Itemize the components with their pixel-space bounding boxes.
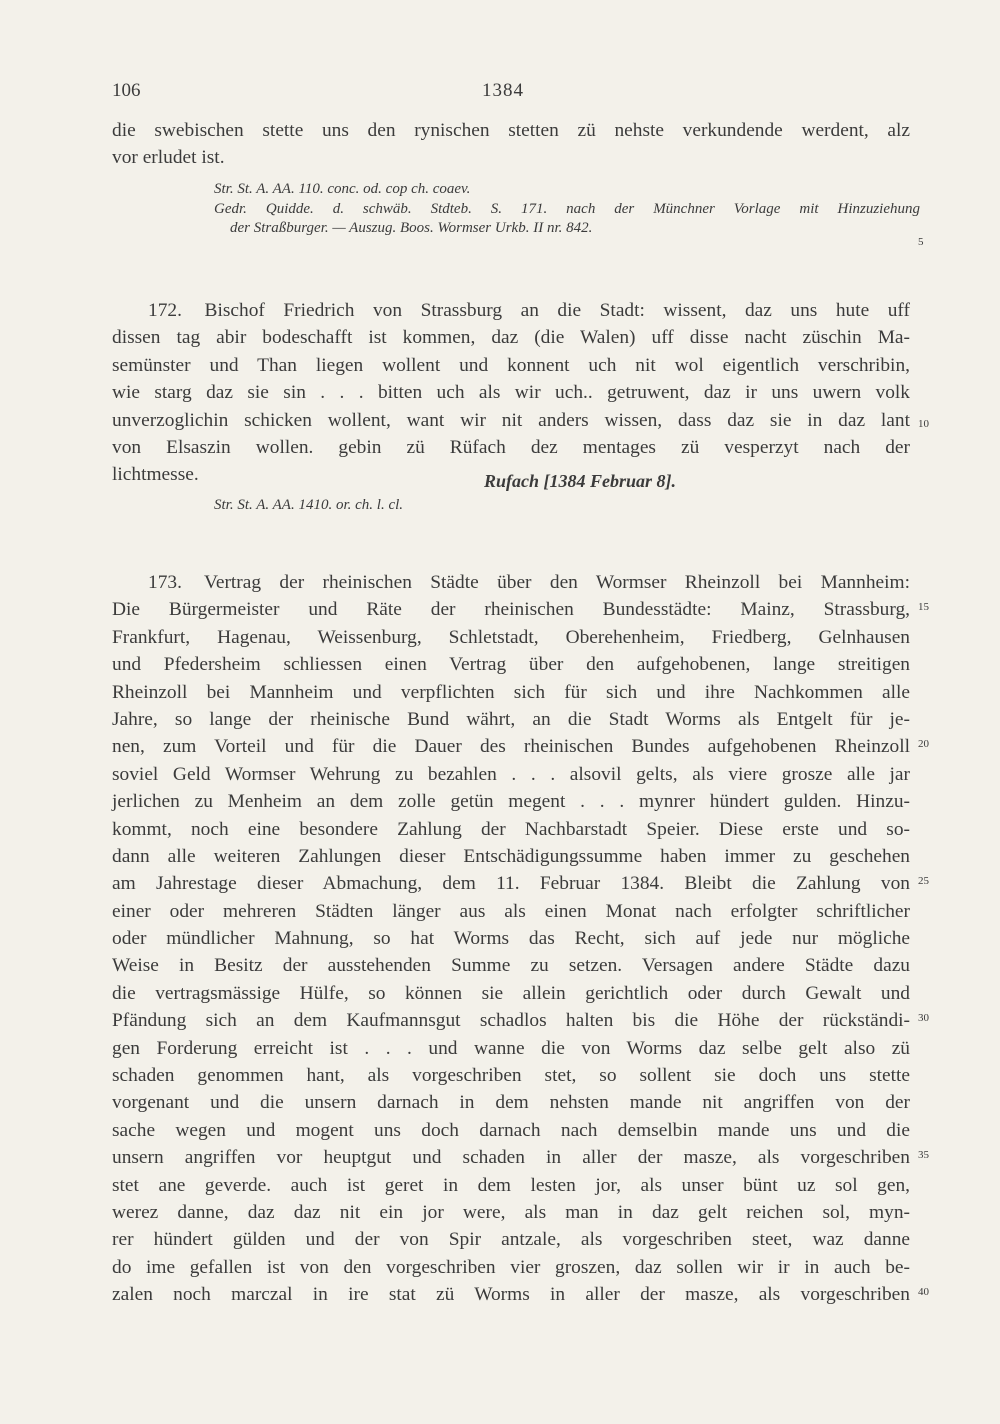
text-line: dissen tag abir bodeschafft ist kommen, daz (die Walen) uff disse nacht züschin Ma- [112,327,910,349]
text-line: lichtmesse. [112,464,199,486]
text-line: werez danne, daz daz nit ein jor were, als man in daz gelt reichen sol, myn- [112,1201,910,1223]
text-line [112,297,910,324]
text-line: Rheinzoll bei Mannheim und verpflichten sich für sich und ihre Nachkommen alle [112,681,910,703]
text-line: dann alle weiteren Zahlungen dieser Entschädigungssumme haben immer zu geschehen [112,845,910,867]
text-line: gen Forderung erreicht ist . . . und wanne die von Worms daz selbe gelt also zü [112,1037,910,1059]
intro-paragraph [112,117,910,172]
text-line-content: Bischof Friedrich von Strassburg an die Stadt: wissent, daz uns hute uff [204,300,910,321]
margin-line-number: 5 [918,236,924,248]
margin-line-number: 20 [918,738,929,750]
text-line: am Jahrestage dieser Abmachung, dem 11. Februar 1384. Bleibt die Zahlung von [112,873,910,895]
running-year: 1384 [482,80,524,101]
margin-line-number: 15 [918,601,929,613]
document-number: 173. [148,572,182,593]
document-172 [112,297,910,489]
margin-line-number: 10 [918,418,929,430]
source-line: der Straßburger. — Auszug. Boos. Wormser Urkb. II nr. 842. [230,220,593,236]
text-line: und Pfedersheim schliessen einen Vertrag über den aufgehobenen, lange streitigen [112,654,910,676]
text-line: einer oder mehreren Städten länger aus als einen Monat nach erfolgter schriftlicher [112,900,910,922]
margin-line-number: 40 [918,1286,929,1298]
document-173 [112,569,910,1309]
text-line: semünster und Than liegen wollent und konnent uch nit wol eigentlich verschribin, [112,354,910,376]
page-header [112,80,912,106]
text-line: do ime gefallen ist von den vorgeschriben vier groszen, daz sollen wir ir in auch be- [112,1256,910,1278]
margin-line-number: 25 [918,875,929,887]
source-line: Str. St. A. AA. 1410. or. ch. l. cl. [214,497,404,513]
text-line: nen, zum Vorteil und für die Dauer des rheinischen Bundes aufgehobenen Rheinzoll [112,736,910,758]
text-line [112,569,910,596]
text-line: die swebischen stette uns den rynischen stetten zü nehste verkundende werdent, alz [112,120,910,141]
text-line: soviel Geld Wormser Wehrung zu bezahlen . . . alsovil gelts, als viere grosze alle jar [112,763,910,785]
text-line: von Elsaszin wollen. gebin zü Rüfach dez mentages zü vesperzyt nach der [112,436,910,458]
text-line: Jahre, so lange der rheinische Bund währt, an die Stadt Worms als Entgelt für je- [112,708,910,730]
text-line: Pfändung sich an dem Kaufmannsgut schadlos halten bis die Höhe der rückständi- [112,1010,910,1032]
document-date: Rufach [1384 Februar 8]. [484,471,677,491]
text-line: sache wegen und mogent uns doch darnach nach demselbin mande uns und die [112,1119,910,1141]
text-line: vorgenant und die unsern darnach in dem nehsten mande nit angriffen von der [112,1092,910,1114]
margin-line-number: 30 [918,1012,929,1024]
text-line: zalen noch marczal in ire stat zü Worms in aller der masze, als vorgeschriben [112,1284,910,1306]
text-line: vor erludet ist. [112,147,225,169]
text-line: schaden genommen hant, als vorgeschriben stet, so sollent sie doch uns stette [112,1065,910,1087]
text-line-content: Vertrag der rheinischen Städte über den Wormser Rheinzoll bei Mannheim: [204,572,910,593]
text-line: unsern angriffen vor heuptgut und schaden in aller der masze, als vorgeschriben [112,1147,910,1169]
text-line: oder mündlicher Mahnung, so hat Worms das Recht, sich auf jede nur mögliche [112,928,910,950]
margin-line-number: 35 [918,1149,929,1161]
text-line: die vertragsmässige Hülfe, so können sie allein gerichtlich oder durch Gewalt und [112,982,910,1004]
source-line: Gedr. Quidde. d. schwäb. Stdteb. S. 171. nach der Münchner Vorlage mit Hinzuziehung [214,200,920,217]
text-line: Weise in Besitz der ausstehenden Summe zu setzen. Versagen andere Städte dazu [112,955,910,977]
text-line: Frankfurt, Hagenau, Weissenburg, Schletstadt, Oberehenheim, Friedberg, Gelnhausen [112,626,910,648]
text-line: Die Bürgermeister und Räte der rheinischen Bundesstädte: Mainz, Strassburg, [112,599,910,621]
source-note [214,180,920,239]
source-note [214,496,920,516]
source-line: Str. St. A. AA. 110. conc. od. cop ch. coaev. [214,181,471,197]
text-line: stet ane geverde. auch ist geret in dem lesten jor, als unser bünt uz sol gen, [112,1174,910,1196]
text-line: kommt, noch eine besondere Zahlung der Nachbarstadt Speier. Diese erste und so- [112,818,910,840]
page-number: 106 [112,80,141,101]
text-line: jerlichen zu Menheim an dem zolle getün megent . . . mynrer hündert gulden. Hinzu- [112,791,910,813]
text-line: unverzoglichin schicken wollent, want wir nit anders wissen, dass daz sie in daz lant [112,409,910,431]
document-number: 172. [148,300,182,321]
text-line: rer hündert gülden und der von Spir antzale, als vorgeschriben steet, waz danne [112,1229,910,1251]
text-line: wie starg daz sie sin . . . bitten uch als wir uch.. getruwent, daz ir uns uwern volk [112,382,910,404]
